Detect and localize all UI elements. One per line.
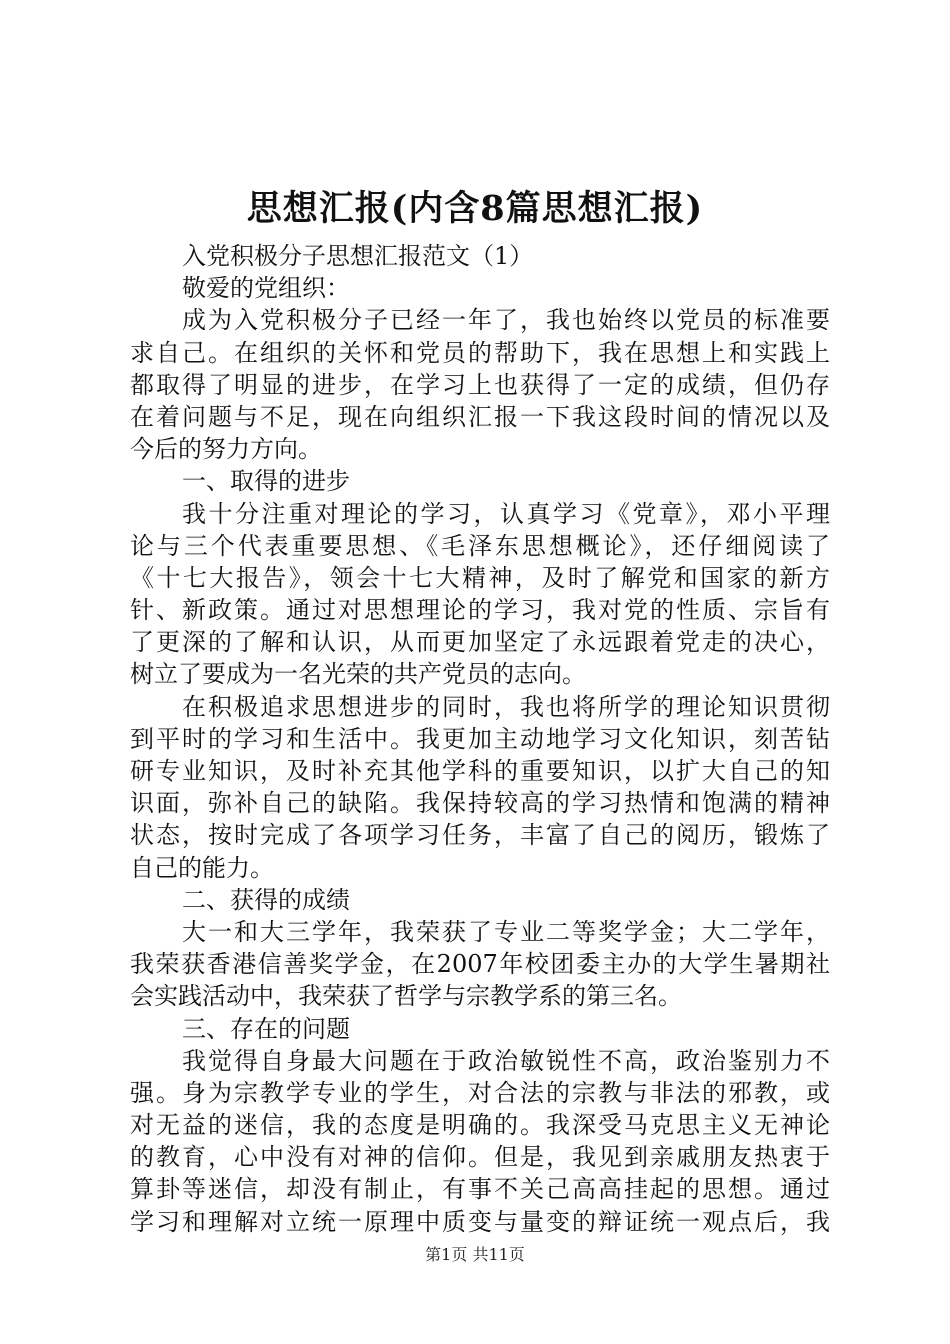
text-line: 自己的能力。	[130, 853, 274, 882]
text-line: 求自己。在组织的关怀和党员的帮助下，我在思想上和实践上	[130, 338, 830, 367]
text-line: 了更深的了解和认识，从而更加坚定了永远跟着党走的决心，	[130, 628, 830, 657]
text-line: 在积极追求思想进步的同时，我也将所学的理论知识贯彻	[182, 692, 830, 721]
document-title: 思想汇报(内含8篇思想汇报)	[246, 188, 704, 229]
text-line: 论与三个代表重要思想、《毛泽东思想概论》，还仔细阅读了	[130, 531, 830, 560]
text-line: 我荣获香港信善奖学金，在2007年校团委主办的大学生暑期社	[130, 950, 830, 979]
page-footer: 第1页 共11页	[425, 1245, 525, 1264]
text-line: 强。身为宗教学专业的学生，对合法的宗教与非法的邪教，或	[130, 1078, 830, 1107]
text-line: 树立了要成为一名光荣的共产党员的志向。	[130, 660, 586, 689]
text-line: 针、新政策。通过对思想理论的学习，我对党的性质、宗旨有	[130, 596, 830, 625]
text-line: 我觉得自身最大问题在于政治敏锐性不高，政治鉴别力不	[182, 1046, 830, 1075]
text-line: 都取得了明显的进步，在学习上也获得了一定的成绩，但仍存	[130, 370, 830, 399]
text-line: 今后的努力方向。	[130, 435, 322, 464]
text-line: 到平时的学习和生活中。我更加主动地学习文化知识，刻苦钻	[130, 724, 830, 753]
text-line: 研专业知识，及时补充其他学科的重要知识，以扩大自己的知	[130, 757, 830, 785]
text-line: 敬爱的党组织：	[182, 274, 350, 303]
text-line: 识面，弥补自己的缺陷。我保持较高的学习热情和饱满的精神	[130, 789, 830, 818]
text-line: 的教育，心中没有对神的信仰。但是，我见到亲戚朋友热衷于	[130, 1143, 830, 1172]
text-line: 学习和理解对立统一原理中质变与量变的辩证统一观点后，我	[130, 1207, 830, 1236]
document-body	[130, 240, 830, 1238]
text-line: 《十七大报告》，领会十七大精神，及时了解党和国家的新方	[130, 563, 830, 592]
text-line: 大一和大三学年，我荣获了专业二等奖学金；大二学年，	[182, 917, 830, 946]
text-line: 会实践活动中，我荣获了哲学与宗教学系的第三名。	[130, 982, 682, 1011]
text-line: 在着问题与不足，现在向组织汇报一下我这段时间的情况以及	[130, 402, 830, 431]
text-line: 状态，按时完成了各项学习任务，丰富了自己的阅历，锻炼了	[130, 821, 830, 850]
text-line: 对无益的迷信，我的态度是明确的。我深受马克思主义无神论	[130, 1111, 830, 1140]
text-line: 成为入党积极分子已经一年了，我也始终以党员的标准要	[182, 306, 830, 335]
text-line: 一、取得的进步	[182, 467, 350, 496]
text-line: 二、获得的成绩	[182, 885, 350, 914]
text-line: 我十分注重对理论的学习，认真学习《党章》，邓小平理	[182, 499, 830, 528]
text-line: 算卦等迷信，却没有制止，有事不关己高高挂起的思想。通过	[130, 1175, 830, 1204]
text-line: 入党积极分子思想汇报范文（1）	[182, 242, 534, 270]
text-line: 三、存在的问题	[182, 1014, 350, 1043]
